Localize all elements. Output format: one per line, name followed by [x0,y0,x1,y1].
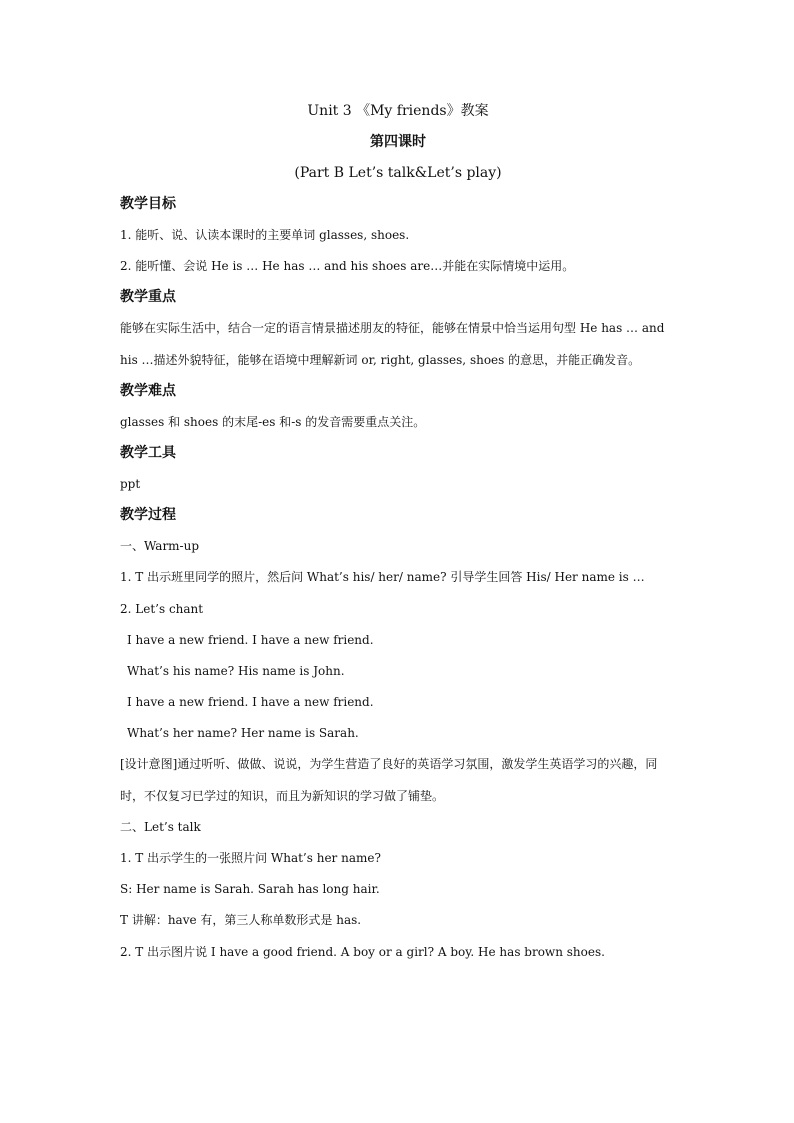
process-heading: 教学过程 [120,507,176,524]
design-note: [设计意图]通过听听、做做、说说，为学生营造了良好的英语学习氛围，激发学生英语学习的兴趣，同时，不仅复习已学过的知识，而且为新知识的学习做了铺垫。 [120,757,658,803]
chant-line-2: What’s his name? His name is John. [127,663,345,678]
tools-text: ppt [120,476,141,491]
chant-line-4: What’s her name? Her name is Sarah. [127,726,359,741]
talk-heading: 二、Let’s talk [120,819,201,834]
chant-line-1: I have a new friend. I have a new friend. [127,632,374,647]
lesson-label: 第四课时 [370,134,426,150]
difficulties-heading: 教学难点 [120,382,176,399]
key-points-text: 能够在实际生活中，结合一定的语言情景描述朋友的特征，能够在情景中恰当运用句型 He has … and his …描述外貌特征，能够在语境中理解新词 or, right, glasses, shoes 的意思，并能正确发音。 [120,321,665,367]
difficulties-text: glasses 和 shoes 的末尾-es 和-s 的发音需要重点关注。 [120,414,426,429]
talk-line-2: S: Her name is Sarah. Sarah has long hair. [120,882,380,897]
key-points-heading: 教学重点 [120,289,176,306]
objective-item-2: 2. 能听懂、会说 He is … He has … and his shoes are…并能在实际情境中运用。 [120,259,575,274]
chant-line-3: I have a new friend. I have a new friend. [127,695,374,710]
objectives-heading: 教学目标 [120,196,176,212]
warmup-item-1: 1. T 出示班里同学的照片，然后问 What’s his/ her/ name? 引导学生回答 His/ Her name is … [120,570,645,585]
talk-line-3: T 讲解：have 有，第三人称单数形式是 has. [120,913,362,928]
warmup-heading: 一、Warm-up [120,539,200,554]
part-label: (Part B Let’s talk&Let’s play) [294,165,502,181]
objective-item-1: 1. 能听、说、认读本课时的主要单词 glasses, shoes. [120,228,410,242]
document-page [120,96,676,968]
talk-line-4: 2. T 出示图片说 I have a good friend. A boy or a girl? A boy. He has brown shoes. [120,944,605,959]
tools-heading: 教学工具 [120,444,176,461]
warmup-item-2: 2. Let’s chant [120,601,204,616]
talk-line-1: 1. T 出示学生的一张照片问 What’s her name? [120,851,381,866]
document-title: Unit 3 《My friends》教案 [307,103,489,119]
